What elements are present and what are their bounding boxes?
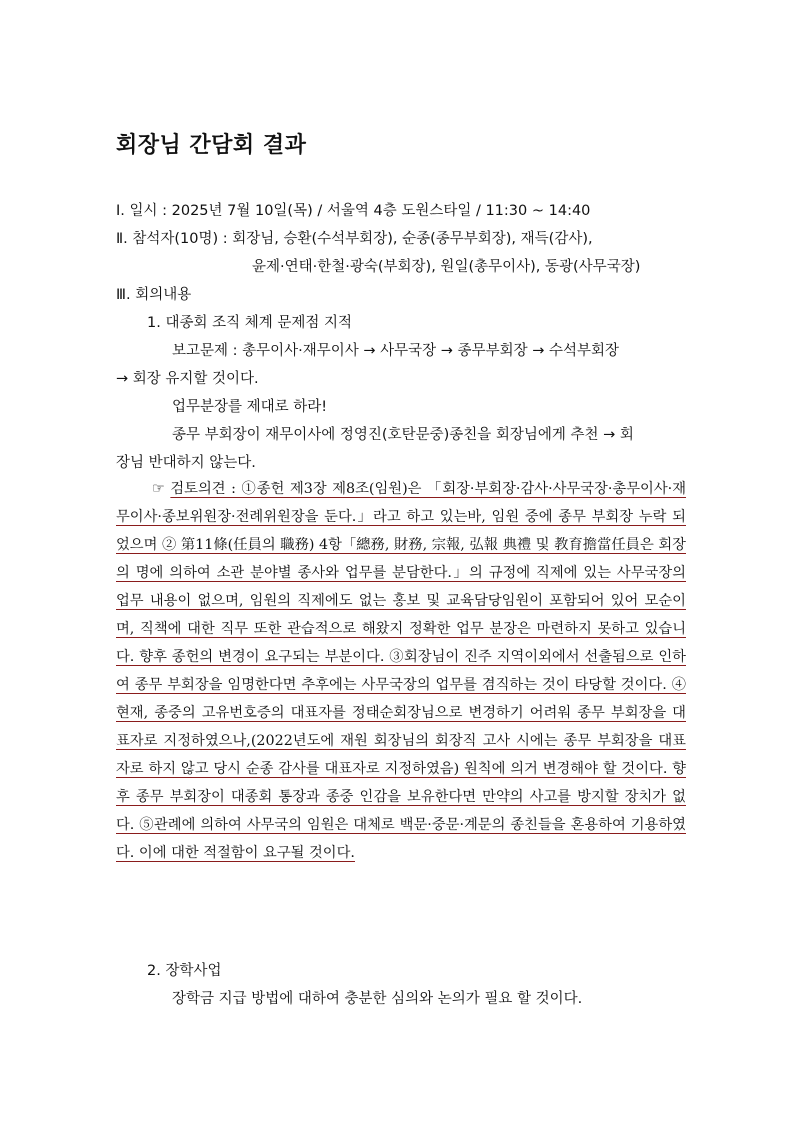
attendees-line-2: 윤제·연태·한철·광숙(부회장), 원일(총무이사), 동광(사무국장) <box>252 259 641 275</box>
scholarship-text: 장학금 지급 방법에 대하여 충분한 심의와 논의가 필요 할 것이다. <box>172 991 583 1007</box>
review-opinion-text: 검토의견 : ①종헌 제3장 제8조(임원)은 「회장·부회장·감사·사무국장·총무이사·재무이사·종보위원장·전례위원장을 둔다.」라고 하고 있는바, 임원 중에 종무 부회장 누락 되었으며 ② 第11條(任員의 職務) 4항「總務, 財務, 宗報, 弘報 典禮 및 教育擔當任員은 회장의 명에 의하여 소관 분야별 종사와 업무를 분담한다.」의 규정에 직제에 있는 사무국장의 업무 내용이 없으며, 임원의 직제에도 없는 홍보 및 교육담당임원이 포함되어 있어 모순이며, 직책에 대한 직무 또한 관습적으로 해왔지 정확한 업무 분장은 마련하지 못하고 있습니다. 향후 종헌의 변경이 요구되는 부분이다. ③회장님이 진주 지역이외에서 선출됨으로 인하여 종무 부회장을 임명한다면 추후에는 사무국장의 업무를 겸직하는 것이 타당할 것이다. ④현재, 종중의 고유번호증의 대표자를 정태순회장님으로 변경하기 어려워 종무 부회장을 대표자로 지정하였으나,(2022년도에 재원 회장님의 회장직 고사 시에는 종무 부회장을 대표자로 하지 않고 당시 순종 감사를 대표자로 지정하였음) 원칙에 의거 변경해야 할 것이다. 향후 종무 부회장이 대종회 통장과 종중 인감을 보유한다면 만약의 사고를 방지할 장치가 없다. ⑤관례에 의하여 사무국의 임원은 대체로 백문·중문·계문의 종친들을 혼용하여 기용하였다. 이에 대한 적절함이 요구될 것이다. <box>116 481 687 861</box>
document-title: 회장님 간담회 결과 <box>116 133 307 158</box>
recommendation-line-1: 종무 부회장이 재무이사에 정영진(호탄문중)종친을 회장님에게 추천 → 회 <box>172 427 634 443</box>
date-location-line: Ⅰ. 일시 : 2025년 7월 10일(목) / 서울역 4층 도원스타일 / 11:30 ~ 14:40 <box>116 203 591 219</box>
report-chain-line-1: 보고문제 : 총무이사·재무이사 → 사무국장 → 종무부회장 → 수석부회장 <box>172 343 619 359</box>
report-chain-line-2: → 회장 유지할 것이다. <box>116 371 259 387</box>
review-opinion <box>116 475 686 867</box>
duty-division-line: 업무분장를 제대로 하라! <box>172 399 328 415</box>
item2-heading: 2. 장학사업 <box>147 963 222 979</box>
attendees-line-1: Ⅱ. 참석자(10명) : 회장님, 승환(수석부회장), 순종(종무부회장), 재득(감사), <box>116 231 593 247</box>
item1-heading: 1. 대종회 조직 체계 문제점 지적 <box>147 315 352 331</box>
pointing-hand-icon: ☞ <box>152 481 165 497</box>
recommendation-line-2: 장님 반대하지 않는다. <box>116 455 256 471</box>
meeting-content-heading: Ⅲ. 회의내용 <box>116 287 192 303</box>
